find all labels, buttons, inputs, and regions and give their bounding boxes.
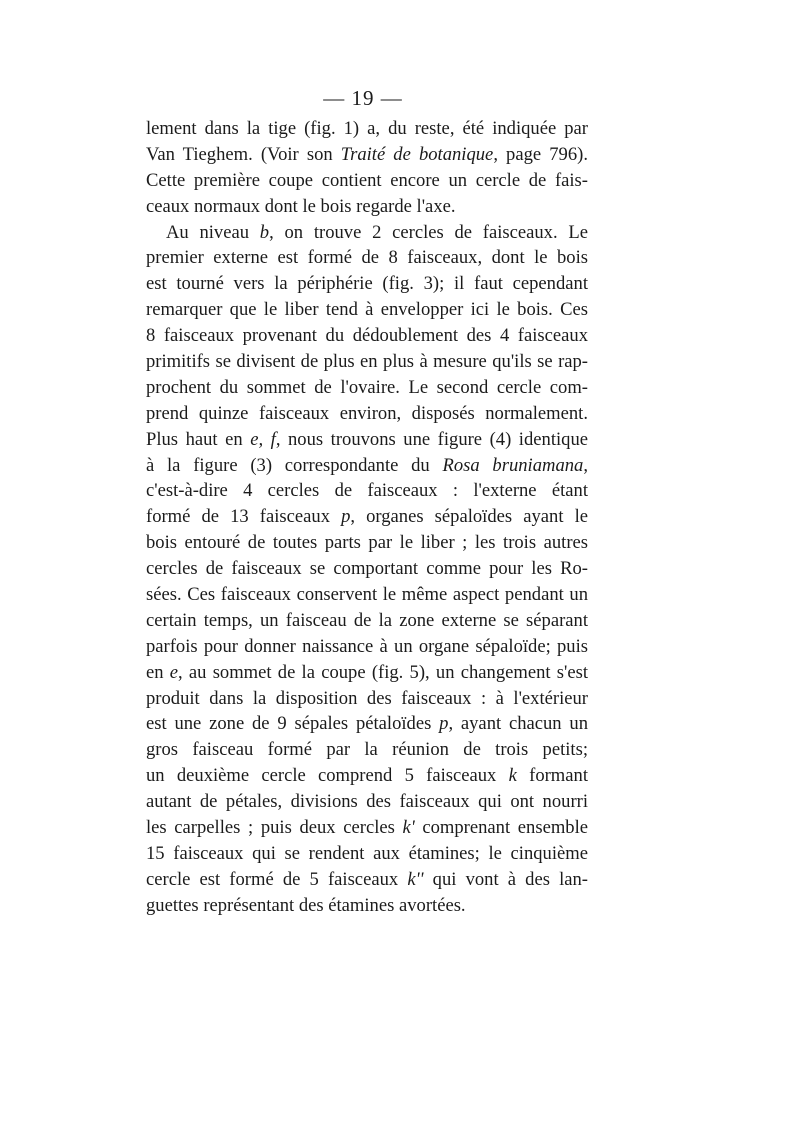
text-segment: un deuxième cercle comprend 5 faisceaux: [146, 765, 509, 787]
text-segment: Van Tieghem. (Voir son: [146, 143, 341, 165]
italic-term: k: [508, 765, 517, 787]
text-line: [146, 763, 588, 789]
text-segment: parfois pour donner naissance à un organe sépaloïde; puis: [146, 635, 588, 657]
text-segment: ceaux normaux dont le bois regarde l'axe.: [146, 195, 456, 217]
text-segment: Cette première coupe contient encore un cercle de fais-: [146, 169, 588, 191]
italic-term: k': [402, 817, 415, 839]
text-segment: comprenant ensemble: [414, 817, 589, 839]
italic-term: b: [259, 221, 270, 243]
text-line: [146, 530, 588, 556]
text-segment: , page 796).: [493, 143, 588, 165]
text-line: [146, 245, 588, 271]
italic-term: p: [439, 713, 449, 735]
text-segment: qui vont à des lan-: [423, 868, 588, 890]
text-segment: , on trouve 2 cercles de faisceaux. Le: [269, 221, 588, 243]
text-line: [146, 453, 588, 479]
text-line: [146, 634, 588, 660]
text-line: [146, 504, 588, 530]
text-segment: certain temps, un faisceau de la zone externe se séparant: [146, 609, 588, 631]
page-number: — 19 —: [323, 86, 403, 110]
text-line: [146, 142, 588, 168]
text-segment: ,: [583, 454, 588, 476]
text-segment: gros faisceau formé par la réunion de trois petits;: [146, 739, 588, 761]
text-line: [146, 711, 588, 737]
text-line: [146, 349, 588, 375]
text-line: [146, 815, 588, 841]
text-segment: , ayant chacun un: [448, 713, 588, 735]
text-line: [146, 478, 588, 504]
text-segment: bois entouré de toutes parts par le liber ; les trois autres: [146, 532, 588, 554]
text-segment: premier externe est formé de 8 faisceaux, dont le bois: [146, 247, 588, 269]
text-segment: Au niveau: [166, 221, 260, 243]
text-line: [146, 556, 588, 582]
italic-term: p: [341, 506, 351, 528]
text-segment: remarquer que le liber tend à envelopper ici le bois. Ces: [146, 299, 588, 321]
text-segment: 8 faisceaux provenant du dédoublement des 4 faisceaux: [146, 325, 588, 347]
text-line: [146, 168, 588, 194]
body-text: [146, 116, 588, 919]
text-segment: c'est-à-dire 4 cercles de faisceaux : l'externe étant: [146, 480, 588, 502]
italic-term: k'': [407, 868, 424, 890]
text-segment: guettes représentant des étamines avortées.: [146, 894, 466, 916]
text-line: [146, 789, 588, 815]
text-line: [146, 271, 588, 297]
italic-term: e, f: [250, 428, 276, 450]
text-line: [146, 116, 588, 142]
italic-term: Rosa bruniamana: [442, 454, 584, 476]
text-segment: , organes sépaloïdes ayant le: [350, 506, 588, 528]
italic-term: Traité de botanique: [340, 143, 494, 165]
text-line: [146, 737, 588, 763]
text-segment: Plus haut en: [146, 428, 251, 450]
text-segment: prochent du sommet de l'ovaire. Le second cercle com-: [146, 376, 588, 398]
text-line: [146, 867, 588, 893]
text-segment: est tourné vers la périphérie (fig. 3); il faut cependant: [146, 273, 588, 295]
text-segment: sées. Ces faisceaux conservent le même aspect pendant un: [146, 584, 588, 606]
text-line: [146, 427, 588, 453]
text-segment: cercles de faisceaux se comportant comme pour les Ro-: [146, 558, 588, 580]
italic-term: e: [169, 661, 179, 683]
text-segment: , nous trouvons une figure (4) identique: [275, 428, 589, 450]
text-segment: cercle est formé de 5 faisceaux: [146, 868, 408, 890]
text-line: [146, 401, 588, 427]
text-line: [146, 375, 588, 401]
text-line: [146, 841, 588, 867]
text-segment: les carpelles ; puis deux cercles: [146, 817, 403, 839]
text-segment: , au sommet de la coupe (fig. 5), un changement s'est: [178, 661, 589, 683]
text-segment: 15 faisceaux qui se rendent aux étamines; le cinquième: [146, 842, 588, 864]
text-segment: est une zone de 9 sépales pétaloïdes: [146, 713, 440, 735]
text-segment: produit dans la disposition des faisceaux : à l'extérieur: [146, 687, 588, 709]
text-segment: autant de pétales, divisions des faisceaux qui ont nourri: [146, 791, 588, 813]
text-segment: formé de 13 faisceaux: [146, 506, 342, 528]
text-segment: primitifs se divisent de plus en plus à mesure qu'ils se rap-: [146, 351, 588, 373]
text-segment: en: [146, 661, 170, 683]
text-line: [146, 893, 588, 919]
text-segment: prend quinze faisceaux environ, disposés normalement.: [146, 402, 588, 424]
text-line: [146, 297, 588, 323]
text-segment: formant: [516, 765, 588, 787]
text-line: [146, 220, 588, 246]
text-line: [146, 582, 588, 608]
text-line: [146, 608, 588, 634]
text-line: [146, 323, 588, 349]
text-segment: lement dans la tige (fig. 1) a, du reste, été indiquée par: [146, 118, 588, 139]
text-line: [146, 194, 588, 220]
text-line: [146, 686, 588, 712]
text-line: [146, 660, 588, 686]
text-segment: à la figure (3) correspondante du: [146, 454, 443, 476]
